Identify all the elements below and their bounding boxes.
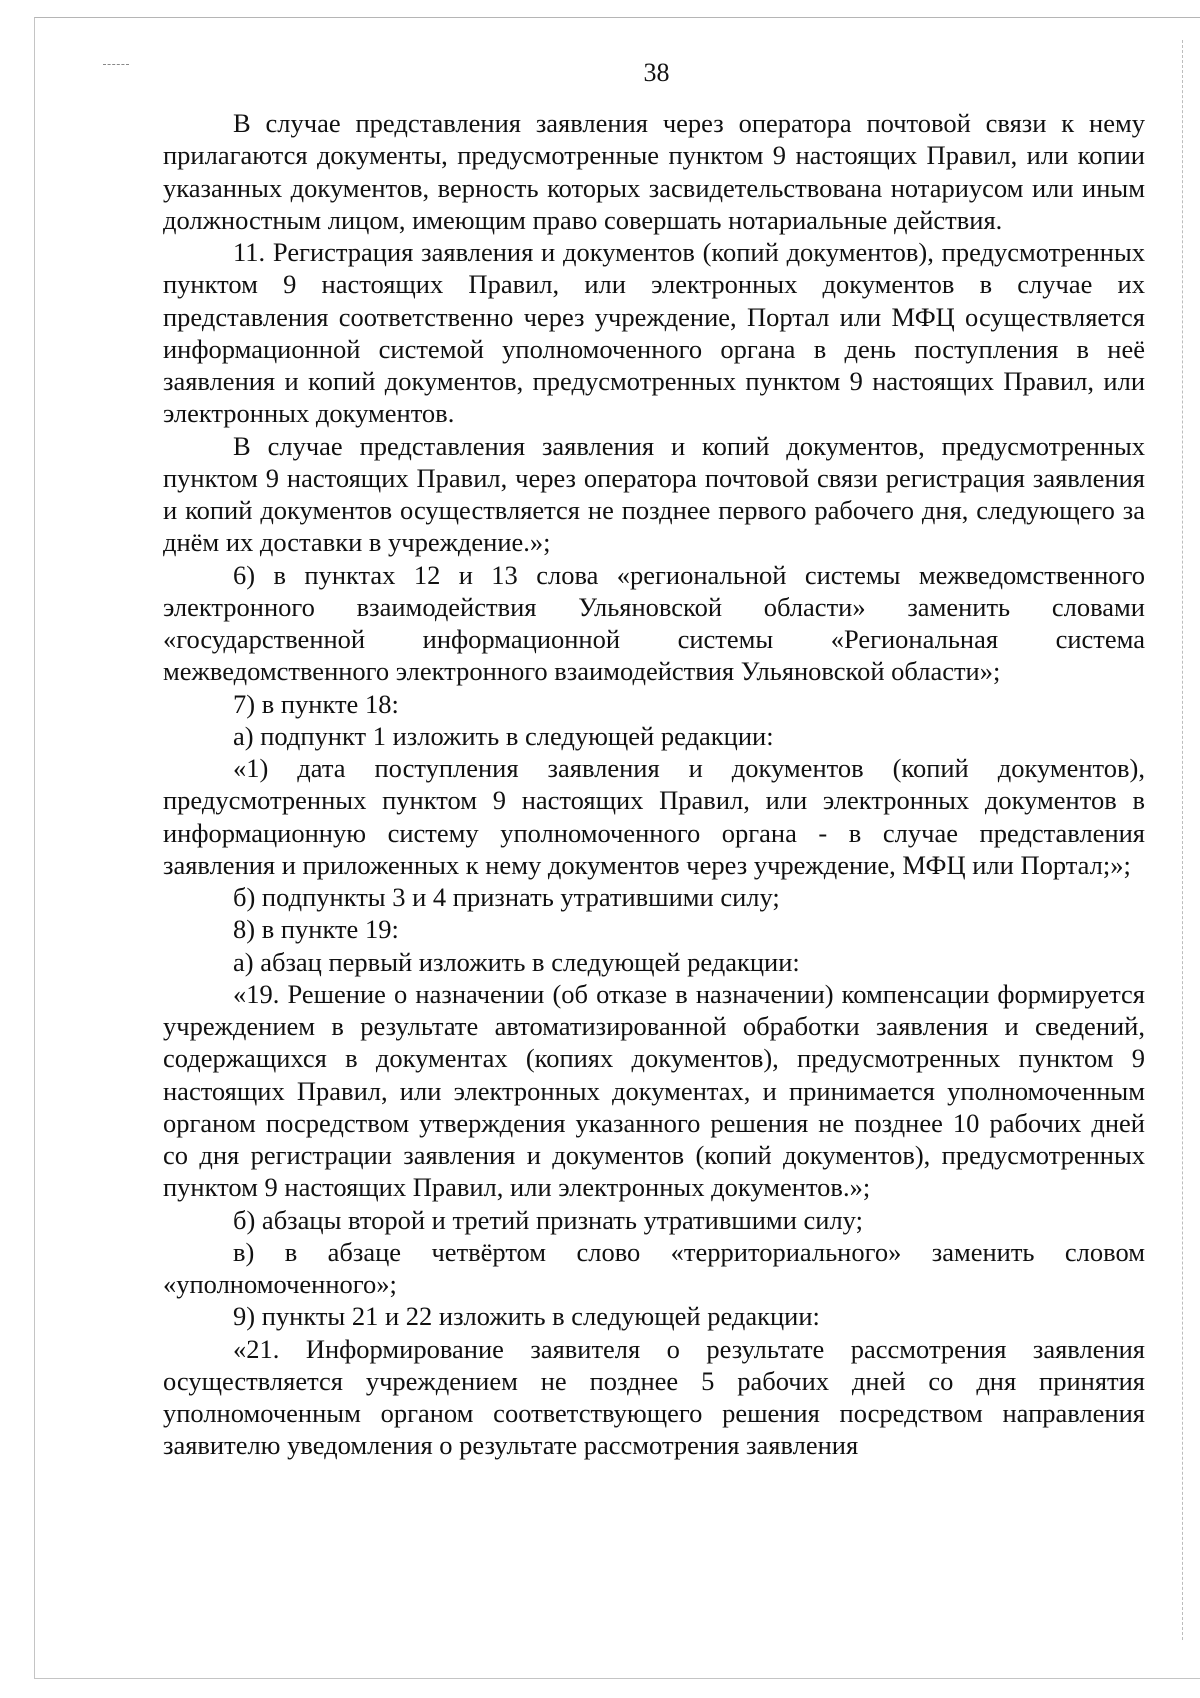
- paragraph-item-8b: б) абзацы второй и третий признать утратившими силу;: [233, 1204, 863, 1235]
- paragraph-item-9: 9) пункты 21 и 22 изложить в следующей редакции:: [233, 1301, 820, 1332]
- paragraph-11-registration: 11. Регистрация заявления и документов (копий документов), предусмотренных пунктом 9 настоящих Правил, или электронных документов в случае их представления соответственно через учреждение, Портал или МФЦ осуществляется информационной системой уполномоченного органа в день поступления в неё заявления и копий документов, предусмотренных пунктом 9 настоящих Правил, или электронных документов.: [163, 237, 1145, 429]
- document-body: [163, 107, 1145, 1462]
- paragraph-item-7a: а) подпункт 1 изложить в следующей редакции:: [233, 720, 774, 751]
- page-number: 38: [643, 58, 670, 87]
- paragraph-19-decision: «19. Решение о назначении (об отказе в назначении) компенсации формируется учреждением в результате автоматизированной обработки заявления и сведений, содержащихся в документах (копиях документов), предусмотренных пунктом 9 настоящих Правил, или электронных документах, и принимается уполномоченным органом посредством утверждения указанного решения не позднее 10 рабочих дней со дня регистрации заявления и документов (копий документов), предусмотренных пунктом 9 настоящих Правил, или электронных документов.»;: [163, 978, 1145, 1203]
- paragraph-item-7b: б) подпункты 3 и 4 признать утратившими силу;: [233, 882, 780, 912]
- paragraph-item-8: 8) в пункте 19:: [233, 914, 399, 945]
- paragraph-postal-registration: В случае представления заявления и копий документов, предусмотренных пунктом 9 настоящих Правил, через оператора почтовой связи регистрация заявления и копий документов осуществляется не позднее первого рабочего дня, следующего за днём их доставки в учреждение.»;: [163, 430, 1145, 558]
- paragraph-21-informing: «21. Информирование заявителя о результате рассмотрения заявления осуществляется учреждением не позднее 5 рабочих дней со дня принятия уполномоченным органом соответствующего решения посредством направления заявителю уведомления о результате рассмотрения заявления: [163, 1333, 1145, 1461]
- paragraph-item-8v: в) в абзаце четвёртом слово «территориального» заменить словом «уполномоченного»;: [163, 1236, 1145, 1299]
- paragraph-subitem-1-text: «1) дата поступления заявления и документов (копий документов), предусмотренных пунктом 9 настоящих Правил, или электронных документов в информационную систему уполномоченного органа - в случае представления заявления и приложенных к нему документов через учреждение, МФЦ или Портал;»;: [163, 753, 1145, 880]
- scan-right-edge: [1182, 40, 1183, 1640]
- paragraph-item-6: 6) в пунктах 12 и 13 слова «региональной системы межведомственного электронного взаимодействия Ульяновской области» заменить словами «государственной информационной системы «Региональная система межведомственного электронного взаимодействия Ульяновской области»;: [163, 559, 1145, 687]
- paragraph-item-7: 7) в пункте 18:: [233, 688, 399, 719]
- paragraph-postal-attachments: В случае представления заявления через оператора почтовой связи к нему прилагаются документы, предусмотренные пунктом 9 настоящих Правил, или копии указанных документов, верность которых засвидетельствована нотариусом или иным должностным лицом, имеющим право совершать нотариальные действия.: [163, 108, 1145, 235]
- paragraph-item-8a: а) абзац первый изложить в следующей редакции:: [233, 946, 800, 977]
